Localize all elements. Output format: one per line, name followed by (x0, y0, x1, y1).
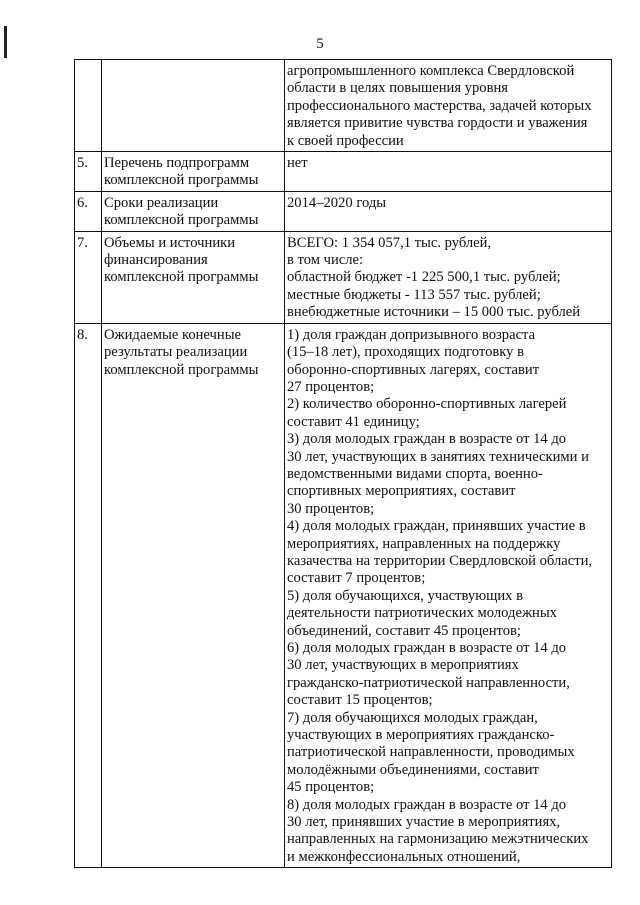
value-line: казачества на территории Свердловской области, (287, 552, 593, 569)
label-line: комплексной программы (104, 212, 259, 229)
value-line: направленных на гармонизацию межэтнических (287, 831, 589, 848)
value-line: и межконфессиональных отношений, (287, 848, 521, 865)
value-line: областной бюджет -1 225 500,1 тыс. рублей; (287, 269, 561, 286)
value-line: является привитие чувства гордости и уважения (287, 115, 588, 132)
label-line: комплексной программы (104, 269, 259, 286)
value-line: в том числе: (287, 252, 364, 269)
value-line: местные бюджеты - 113 557 тыс. рублей; (287, 286, 541, 303)
value-line: составит 7 процентов; (287, 570, 426, 587)
value-line: нет (287, 155, 308, 172)
table-row (75, 323, 612, 868)
value-line: ВСЕГО: 1 354 057,1 тыс. рублей, (287, 234, 492, 251)
row-number-cell: 5. (75, 152, 102, 192)
row-value-cell (285, 323, 612, 868)
row-label-cell (102, 60, 285, 152)
value-line: участвующих в мероприятиях гражданско- (287, 727, 555, 744)
label-line: комплексной программы (104, 172, 259, 189)
value-line: 27 процентов; (287, 378, 375, 395)
value-line: составит 41 единицу; (287, 413, 420, 430)
value-line: агропромышленного комплекса Свердловской (287, 63, 575, 79)
row-number-cell: 7. (75, 231, 102, 323)
value-line: 30 лет, участвующих в занятиях техническими и (287, 448, 589, 465)
value-line: 7) доля обучающихся молодых граждан, (287, 709, 538, 726)
table-body (75, 60, 612, 868)
value-line: 45 процентов; (287, 779, 375, 796)
label-line: Перечень подпрограмм (104, 155, 250, 172)
program-passport-table (74, 59, 612, 868)
value-line: 1) доля граждан допризывного возраста (287, 326, 536, 343)
value-line: 2) количество оборонно-спортивных лагерей (287, 396, 567, 413)
value-line: оборонно-спортивных лагерях, составит (287, 361, 540, 378)
row-value-cell (285, 60, 612, 152)
row-label-cell (102, 191, 285, 231)
label-line: финансирования (104, 252, 208, 269)
value-line: составит 15 процентов; (287, 692, 433, 709)
value-line: гражданско-патриотической направленности, (287, 674, 570, 691)
row-value-cell (285, 231, 612, 323)
label-line: комплексной программы (104, 361, 259, 378)
table-row (75, 231, 612, 323)
value-line: 8) доля молодых граждан в возрасте от 14 до (287, 796, 567, 813)
value-line: молодёжными объединениями, составит (287, 761, 539, 778)
row-value-cell (285, 152, 612, 192)
row-label-cell (102, 152, 285, 192)
value-line: мероприятиях, направленных на поддержку (287, 535, 561, 552)
row-label-cell (102, 231, 285, 323)
value-line: 2014–2020 годы (287, 194, 387, 211)
value-line: объединений, составит 45 процентов; (287, 622, 521, 639)
value-line: 5) доля обучающихся, участвующих в (287, 587, 524, 604)
label-line: Сроки реализации (104, 194, 219, 211)
value-line: 30 лет, принявших участие в мероприятиях, (287, 814, 561, 831)
row-number-cell (75, 60, 102, 152)
value-line: 6) доля молодых граждан в возрасте от 14 до (287, 640, 567, 656)
value-line: 30 лет, участвующих в мероприятиях (287, 657, 519, 674)
row-number-cell: 8. (75, 323, 102, 868)
value-line: области в целях повышения уровня (287, 80, 509, 97)
value-line: к своей профессии (287, 132, 404, 149)
table-row (75, 60, 612, 152)
value-line: (15–18 лет), проходящих подготовку в (287, 344, 525, 361)
table-row (75, 152, 612, 192)
label-line: результаты реализации (104, 344, 248, 361)
value-line: патриотической направленности, проводимых (287, 744, 575, 761)
value-line: 4) доля молодых граждан, принявших участие в (287, 518, 586, 535)
page-number: 5 (316, 36, 324, 52)
row-number-cell: 6. (75, 191, 102, 231)
value-line: ведомственными видами спорта, военно- (287, 465, 543, 482)
label-line: Ожидаемые конечные (104, 326, 241, 343)
value-line: внебюджетные источники – 15 000 тыс. рублей (287, 304, 581, 321)
value-line: 30 процентов; (287, 500, 375, 517)
value-line: профессионального мастерства, задачей которых (287, 97, 592, 114)
label-line: Объемы и источники (104, 234, 236, 251)
row-label-cell (102, 323, 285, 868)
value-line: деятельности патриотических молодежных (287, 605, 557, 622)
row-value-cell (285, 191, 612, 231)
table-row (75, 191, 612, 231)
value-line: спортивных мероприятиях, составит (287, 483, 516, 500)
value-line: 3) доля молодых граждан в возрасте от 14 до (287, 431, 567, 448)
